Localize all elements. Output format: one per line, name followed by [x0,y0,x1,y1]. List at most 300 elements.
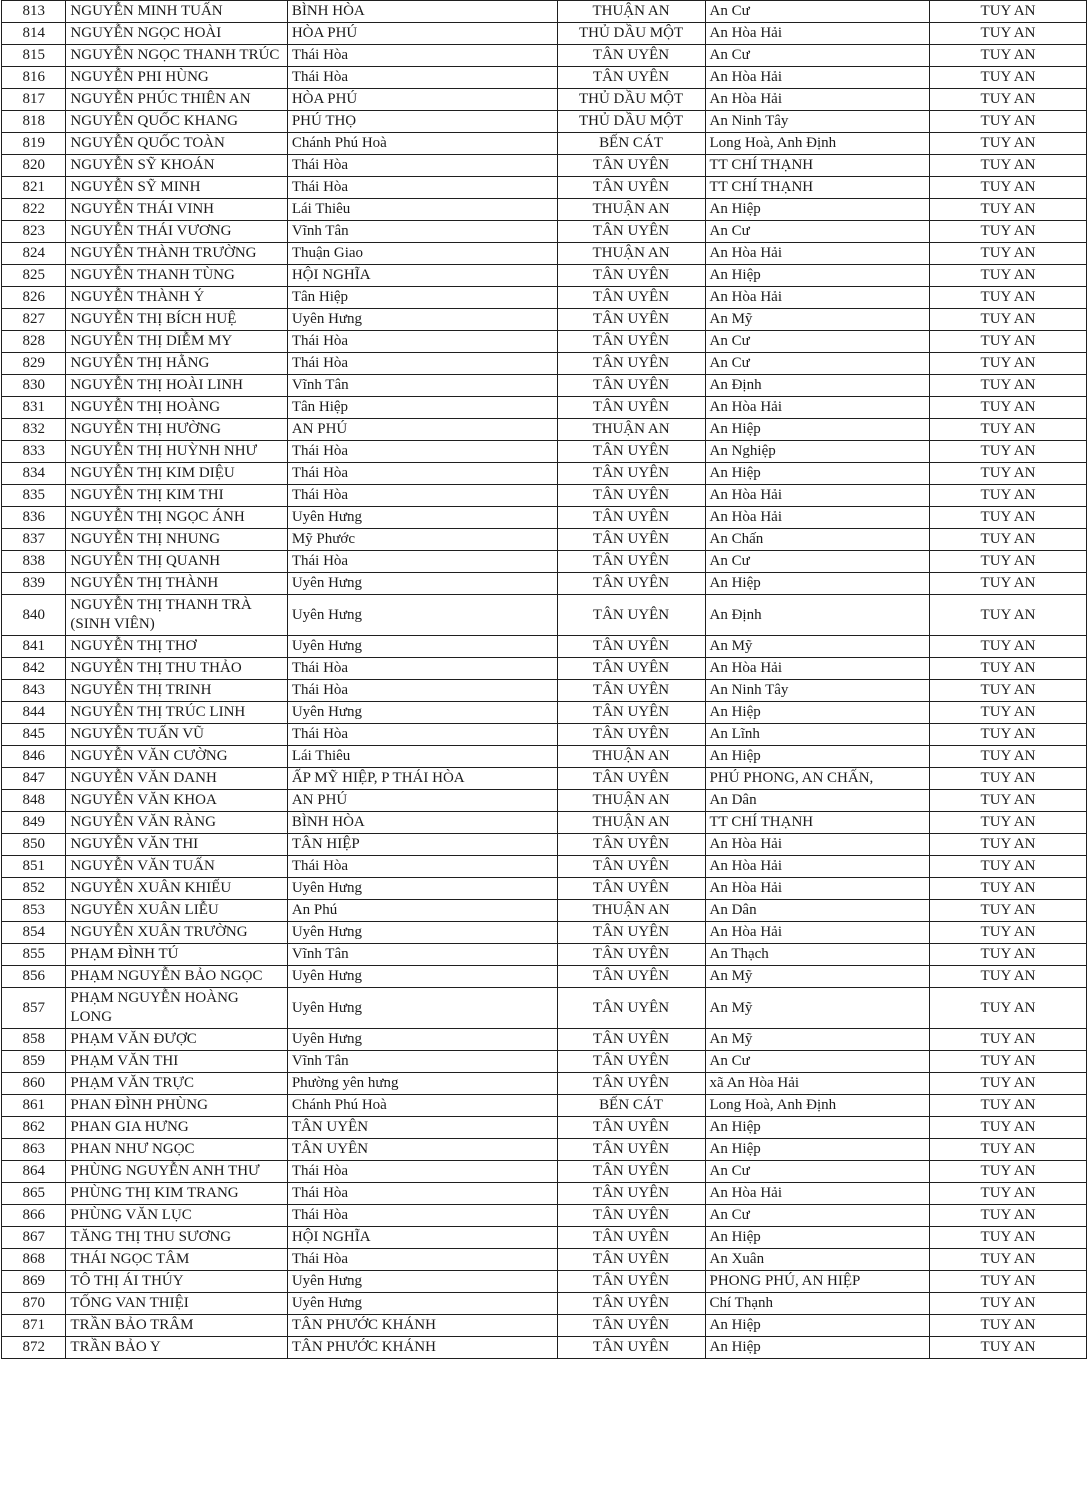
cell-origin-ward: ẤP MỸ HIỆP, P THÁI HÒA [287,768,557,790]
table-row [2,155,1087,177]
cell-name: PHẠM ĐÌNH TÚ [66,944,287,966]
cell-destination: An Hòa Hải [705,89,929,111]
cell-name: PHẠM VĂN THI [66,1051,287,1073]
cell-no: 827 [2,309,66,331]
cell-province: TUY AN [929,834,1086,856]
cell-name: NGUYỄN THÁI VƯƠNG [66,221,287,243]
cell-district: TÂN UYÊN [557,1337,705,1359]
cell-origin-ward: Thái Hòa [287,1249,557,1271]
table-row [2,878,1087,900]
cell-destination: An Chấn [705,529,929,551]
cell-destination: An Hòa Hải [705,507,929,529]
table-row [2,375,1087,397]
table-row [2,812,1087,834]
cell-province: TUY AN [929,1337,1086,1359]
cell-origin-ward: HÒA PHÚ [287,89,557,111]
table-row [2,573,1087,595]
cell-province: TUY AN [929,724,1086,746]
cell-name: NGUYỄN THỊ HOÀNG [66,397,287,419]
cell-name: NGUYỄN THANH TÙNG [66,265,287,287]
table-row [2,1183,1087,1205]
cell-no: 863 [2,1139,66,1161]
cell-name: NGUYỄN THÀNH TRƯỜNG [66,243,287,265]
cell-destination: An Dân [705,900,929,922]
cell-name: PHẠM VĂN TRỰC [66,1073,287,1095]
cell-district: THUẬN AN [557,243,705,265]
cell-district: TÂN UYÊN [557,1029,705,1051]
cell-province: TUY AN [929,1227,1086,1249]
cell-destination: An Ninh Tây [705,680,929,702]
cell-province: TUY AN [929,265,1086,287]
cell-province: TUY AN [929,573,1086,595]
cell-destination: An Hiệp [705,1315,929,1337]
cell-district: TÂN UYÊN [557,353,705,375]
cell-name: PHÙNG NGUYỄN ANH THƯ [66,1161,287,1183]
cell-name: NGUYỄN THỊ QUANH [66,551,287,573]
cell-province: TUY AN [929,1,1086,23]
cell-province: TUY AN [929,1271,1086,1293]
cell-name: NGUYỄN THỊ KIM THI [66,485,287,507]
cell-no: 836 [2,507,66,529]
cell-destination: An Hòa Hải [705,834,929,856]
cell-district: THUẬN AN [557,199,705,221]
cell-district: TÂN UYÊN [557,45,705,67]
cell-province: TUY AN [929,658,1086,680]
cell-province: TUY AN [929,67,1086,89]
cell-province: TUY AN [929,922,1086,944]
cell-no: 855 [2,944,66,966]
cell-no: 849 [2,812,66,834]
cell-name: NGUYỄN MINH TUẤN [66,1,287,23]
cell-no: 866 [2,1205,66,1227]
cell-origin-ward: Thái Hòa [287,45,557,67]
cell-district: TÂN UYÊN [557,856,705,878]
table-row [2,529,1087,551]
table-row [2,441,1087,463]
cell-origin-ward: Thái Hòa [287,724,557,746]
table-row [2,658,1087,680]
cell-name: NGUYỄN THỊ THƠ [66,636,287,658]
cell-district: TÂN UYÊN [557,529,705,551]
cell-destination: An Hiệp [705,1117,929,1139]
cell-district: TÂN UYÊN [557,658,705,680]
table-row [2,353,1087,375]
table-row [2,1293,1087,1315]
cell-destination: An Hòa Hải [705,397,929,419]
cell-origin-ward: Thái Hòa [287,1205,557,1227]
cell-district: TÂN UYÊN [557,878,705,900]
cell-province: TUY AN [929,900,1086,922]
cell-no: 837 [2,529,66,551]
cell-district: TÂN UYÊN [557,636,705,658]
table-row [2,221,1087,243]
cell-name: NGUYỄN PHI HÙNG [66,67,287,89]
table-row [2,1227,1087,1249]
cell-origin-ward: Thái Hòa [287,1183,557,1205]
cell-district: TÂN UYÊN [557,551,705,573]
cell-name: PHÙNG THỊ KIM TRANG [66,1183,287,1205]
cell-province: TUY AN [929,89,1086,111]
cell-origin-ward: HÒA PHÚ [287,23,557,45]
cell-name: PHẠM VĂN ĐƯỢC [66,1029,287,1051]
cell-name: NGUYỄN THỊ THU THẢO [66,658,287,680]
cell-province: TUY AN [929,1073,1086,1095]
cell-no: 834 [2,463,66,485]
cell-origin-ward: Chánh Phú Hoà [287,133,557,155]
cell-no: 840 [2,595,66,636]
cell-province: TUY AN [929,966,1086,988]
cell-destination: An Dân [705,790,929,812]
cell-name: NGUYỄN NGỌC HOÀI [66,23,287,45]
cell-name: NGUYỄN VĂN DANH [66,768,287,790]
cell-district: TÂN UYÊN [557,1117,705,1139]
cell-district: THUẬN AN [557,900,705,922]
cell-district: TÂN UYÊN [557,463,705,485]
cell-no: 829 [2,353,66,375]
cell-destination: An Hiệp [705,1227,929,1249]
cell-name: NGUYỄN QUỐC KHANG [66,111,287,133]
cell-name: NGUYỄN THỊ KIM DIỆU [66,463,287,485]
cell-origin-ward: Thuận Giao [287,243,557,265]
cell-origin-ward: Thái Hòa [287,485,557,507]
cell-origin-ward: TÂN UYÊN [287,1139,557,1161]
cell-origin-ward: Vĩnh Tân [287,221,557,243]
cell-origin-ward: Uyên Hưng [287,507,557,529]
cell-no: 853 [2,900,66,922]
cell-origin-ward: Uyên Hưng [287,878,557,900]
table-row [2,834,1087,856]
cell-province: TUY AN [929,1029,1086,1051]
table-row [2,1315,1087,1337]
cell-destination: Long Hoà, Anh Định [705,133,929,155]
cell-destination: An Cư [705,551,929,573]
cell-origin-ward: Thái Hòa [287,441,557,463]
cell-no: 819 [2,133,66,155]
table-row [2,944,1087,966]
cell-name: TRẦN BẢO TRÂM [66,1315,287,1337]
cell-destination: An Định [705,595,929,636]
cell-destination: An Hòa Hải [705,922,929,944]
cell-no: 867 [2,1227,66,1249]
cell-origin-ward: Chánh Phú Hoà [287,1095,557,1117]
cell-province: TUY AN [929,595,1086,636]
cell-no: 856 [2,966,66,988]
cell-no: 838 [2,551,66,573]
table-row [2,922,1087,944]
cell-origin-ward: Thái Hòa [287,551,557,573]
cell-destination: An Hiệp [705,265,929,287]
cell-no: 847 [2,768,66,790]
table-row [2,702,1087,724]
cell-district: TÂN UYÊN [557,1051,705,1073]
cell-name: NGUYỄN NGỌC THANH TRÚC [66,45,287,67]
cell-name: TRẦN BẢO Y [66,1337,287,1359]
cell-province: TUY AN [929,507,1086,529]
table-row [2,1095,1087,1117]
table-row [2,988,1087,1029]
cell-province: TUY AN [929,221,1086,243]
cell-no: 815 [2,45,66,67]
cell-province: TUY AN [929,680,1086,702]
cell-destination: An Xuân [705,1249,929,1271]
cell-province: TUY AN [929,155,1086,177]
table-row [2,485,1087,507]
cell-no: 814 [2,23,66,45]
cell-origin-ward: BÌNH HÒA [287,812,557,834]
cell-destination: An Cư [705,353,929,375]
table-row [2,309,1087,331]
cell-name: NGUYỄN THỊ NGỌC ÁNH [66,507,287,529]
cell-district: TÂN UYÊN [557,177,705,199]
cell-province: TUY AN [929,1161,1086,1183]
cell-name: NGUYỄN THỊ TRINH [66,680,287,702]
cell-no: 830 [2,375,66,397]
cell-district: TÂN UYÊN [557,485,705,507]
cell-province: TUY AN [929,944,1086,966]
cell-destination: An Hòa Hải [705,67,929,89]
cell-name: NGUYỄN THỊ HUỲNH NHƯ [66,441,287,463]
table-row [2,1249,1087,1271]
cell-destination: Long Hoà, Anh Định [705,1095,929,1117]
cell-no: 823 [2,221,66,243]
cell-name: NGUYỄN THỊ THANH TRÀ (SINH VIÊN) [66,595,287,636]
table-row [2,1271,1087,1293]
table-row [2,680,1087,702]
cell-name: NGUYỄN THÁI VINH [66,199,287,221]
cell-district: THUẬN AN [557,812,705,834]
cell-name: NGUYỄN THỊ NHUNG [66,529,287,551]
cell-no: 841 [2,636,66,658]
cell-no: 842 [2,658,66,680]
cell-no: 850 [2,834,66,856]
cell-origin-ward: Thái Hòa [287,331,557,353]
cell-district: THUẬN AN [557,746,705,768]
cell-province: TUY AN [929,309,1086,331]
cell-origin-ward: Uyên Hưng [287,922,557,944]
table-row [2,23,1087,45]
cell-no: 858 [2,1029,66,1051]
cell-district: TÂN UYÊN [557,724,705,746]
cell-origin-ward: TÂN PHƯỚC KHÁNH [287,1315,557,1337]
cell-province: TUY AN [929,636,1086,658]
table-row [2,507,1087,529]
table-row [2,768,1087,790]
cell-province: TUY AN [929,1293,1086,1315]
table-row [2,331,1087,353]
cell-name: NGUYỄN PHÚC THIÊN AN [66,89,287,111]
cell-name: NGUYỄN THÀNH Ý [66,287,287,309]
cell-province: TUY AN [929,529,1086,551]
cell-destination: An Hòa Hải [705,243,929,265]
table-row [2,265,1087,287]
cell-name: PHẠM NGUYỄN HOÀNG LONG [66,988,287,1029]
cell-origin-ward: BÌNH HÒA [287,1,557,23]
cell-province: TUY AN [929,1117,1086,1139]
cell-district: TÂN UYÊN [557,768,705,790]
cell-origin-ward: Uyên Hưng [287,636,557,658]
cell-origin-ward: Uyên Hưng [287,702,557,724]
table-row [2,966,1087,988]
cell-origin-ward: Thái Hòa [287,680,557,702]
cell-province: TUY AN [929,1051,1086,1073]
cell-name: NGUYỄN TUẤN VŨ [66,724,287,746]
cell-origin-ward: TÂN UYÊN [287,1117,557,1139]
cell-district: TÂN UYÊN [557,397,705,419]
cell-district: TÂN UYÊN [557,441,705,463]
cell-name: NGUYỄN THỊ DIỄM MY [66,331,287,353]
table-row [2,397,1087,419]
cell-district: TÂN UYÊN [557,922,705,944]
cell-name: NGUYỄN QUỐC TOÀN [66,133,287,155]
cell-district: THUẬN AN [557,419,705,441]
cell-district: TÂN UYÊN [557,1227,705,1249]
cell-no: 869 [2,1271,66,1293]
cell-destination: An Cư [705,331,929,353]
cell-no: 865 [2,1183,66,1205]
table-row [2,45,1087,67]
cell-destination: An Lĩnh [705,724,929,746]
cell-province: TUY AN [929,1315,1086,1337]
cell-no: 832 [2,419,66,441]
cell-destination: An Hiệp [705,1139,929,1161]
cell-province: TUY AN [929,419,1086,441]
cell-province: TUY AN [929,1183,1086,1205]
cell-name: NGUYỄN THỊ TRÚC LINH [66,702,287,724]
cell-origin-ward: Uyên Hưng [287,1029,557,1051]
cell-province: TUY AN [929,111,1086,133]
cell-no: 871 [2,1315,66,1337]
cell-province: TUY AN [929,790,1086,812]
cell-destination: An Hiệp [705,419,929,441]
cell-origin-ward: Thái Hòa [287,67,557,89]
cell-origin-ward: Uyên Hưng [287,966,557,988]
cell-destination: PHONG PHÚ, AN HIỆP [705,1271,929,1293]
cell-destination: An Cư [705,1051,929,1073]
cell-destination: TT CHÍ THẠNH [705,155,929,177]
cell-origin-ward: Thái Hòa [287,155,557,177]
cell-no: 846 [2,746,66,768]
cell-destination: An Hòa Hải [705,287,929,309]
table-row [2,790,1087,812]
cell-destination: An Cư [705,221,929,243]
cell-origin-ward: Phường yên hưng [287,1073,557,1095]
cell-district: TÂN UYÊN [557,944,705,966]
cell-no: 864 [2,1161,66,1183]
cell-origin-ward: Thái Hòa [287,177,557,199]
cell-name: NGUYỄN THỊ HẰNG [66,353,287,375]
cell-no: 821 [2,177,66,199]
cell-no: 839 [2,573,66,595]
cell-origin-ward: An Phú [287,900,557,922]
cell-district: TÂN UYÊN [557,1271,705,1293]
cell-province: TUY AN [929,988,1086,1029]
cell-no: 844 [2,702,66,724]
cell-district: TÂN UYÊN [557,1293,705,1315]
cell-province: TUY AN [929,1095,1086,1117]
resident-list-table [1,0,1087,1359]
cell-origin-ward: Vĩnh Tân [287,375,557,397]
cell-origin-ward: Uyên Hưng [287,595,557,636]
cell-district: TÂN UYÊN [557,595,705,636]
cell-name: NGUYỄN VĂN KHOA [66,790,287,812]
table-row [2,595,1087,636]
cell-province: TUY AN [929,177,1086,199]
cell-district: TÂN UYÊN [557,573,705,595]
cell-no: 848 [2,790,66,812]
cell-district: THỦ DẦU MỘT [557,111,705,133]
cell-province: TUY AN [929,243,1086,265]
table-row [2,287,1087,309]
cell-no: 835 [2,485,66,507]
cell-district: TÂN UYÊN [557,1205,705,1227]
cell-destination: PHÚ PHONG, AN CHẤN, [705,768,929,790]
table-row [2,89,1087,111]
cell-district: TÂN UYÊN [557,287,705,309]
cell-district: TÂN UYÊN [557,507,705,529]
cell-destination: An Ninh Tây [705,111,929,133]
cell-no: 862 [2,1117,66,1139]
table-row [2,1337,1087,1359]
cell-destination: An Thạch [705,944,929,966]
cell-destination: An Hiệp [705,463,929,485]
cell-no: 822 [2,199,66,221]
cell-no: 828 [2,331,66,353]
cell-name: PHÙNG VĂN LỤC [66,1205,287,1227]
cell-province: TUY AN [929,353,1086,375]
cell-origin-ward: Uyên Hưng [287,309,557,331]
cell-no: 854 [2,922,66,944]
cell-district: TÂN UYÊN [557,1073,705,1095]
cell-destination: TT CHÍ THẠNH [705,812,929,834]
cell-no: 826 [2,287,66,309]
cell-name: NGUYỄN THỊ HOÀI LINH [66,375,287,397]
table-row [2,1029,1087,1051]
table-row [2,1051,1087,1073]
cell-destination: An Hòa Hải [705,485,929,507]
table-row [2,1117,1087,1139]
cell-no: 868 [2,1249,66,1271]
cell-origin-ward: Uyên Hưng [287,1271,557,1293]
cell-name: PHAN ĐÌNH PHÙNG [66,1095,287,1117]
cell-name: NGUYỄN SỸ MINH [66,177,287,199]
cell-origin-ward: HỘI NGHĨA [287,1227,557,1249]
cell-origin-ward: Thái Hòa [287,658,557,680]
cell-no: 831 [2,397,66,419]
table-row [2,746,1087,768]
cell-district: TÂN UYÊN [557,67,705,89]
cell-district: TÂN UYÊN [557,966,705,988]
cell-district: TÂN UYÊN [557,265,705,287]
cell-district: THUẬN AN [557,1,705,23]
cell-destination: An Hiệp [705,1337,929,1359]
cell-origin-ward: Lái Thiêu [287,746,557,768]
cell-no: 833 [2,441,66,463]
cell-origin-ward: AN PHÚ [287,419,557,441]
table-row [2,856,1087,878]
cell-province: TUY AN [929,441,1086,463]
cell-name: PHAN GIA HƯNG [66,1117,287,1139]
cell-destination: An Cư [705,1205,929,1227]
cell-province: TUY AN [929,23,1086,45]
cell-no: 817 [2,89,66,111]
cell-name: TĂNG THỊ THU SƯƠNG [66,1227,287,1249]
cell-district: BẾN CÁT [557,133,705,155]
cell-no: 870 [2,1293,66,1315]
cell-province: TUY AN [929,1139,1086,1161]
cell-destination: An Mỹ [705,636,929,658]
cell-origin-ward: Thái Hòa [287,1161,557,1183]
cell-no: 872 [2,1337,66,1359]
